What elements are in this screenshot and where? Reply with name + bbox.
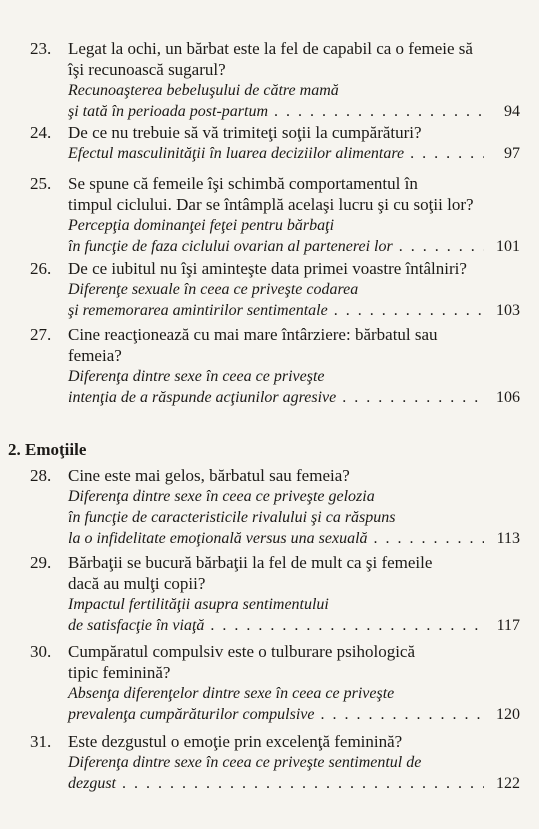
leader-dots [342,387,484,408]
entry-number: 25. [30,174,52,193]
entry-subtitle: prevalenţa cumpărăturilor compulsive [68,706,315,723]
entry-question: timpul ciclului. Dar se întâmplă acelaşi lucru şi cu soţii lor? [68,195,474,214]
toc-entry [30,122,520,164]
page-number: 94 [504,103,520,120]
page-number: 122 [496,775,520,792]
entry-subtitle: Recunoaşterea bebeluşului de către mamă [68,82,339,99]
entry-subtitle: Efectul masculinităţii în luarea deciziilor alimentare [68,145,405,162]
toc-entry [30,641,520,725]
leader-dots [334,300,484,321]
page-number: 117 [496,617,520,634]
toc-entry [30,38,520,122]
entry-subtitle: Absenţa diferenţelor dintre sexe în ceea ce priveşte [68,685,395,702]
page-number: 106 [496,389,520,406]
entry-subtitle: la o infidelitate emoţională versus una sexuală [68,530,368,547]
toc-entry [30,731,520,794]
entry-question: Legat la ochi, un bărbat este la fel de capabil ca o femeie să [68,39,473,58]
section-title: Emoţiile [25,440,87,459]
page-number: 97 [504,145,520,162]
entry-number: 30. [30,642,52,661]
entry-subtitle: în funcţie de faza ciclului ovarian al partenerei lor [68,238,393,255]
entry-number: 31. [30,732,52,751]
toc-entry [30,465,520,549]
entry-subtitle: Diferenţa dintre sexe în ceea ce priveşte [68,368,325,385]
leader-dots [374,528,484,549]
entry-subtitle: Diferenţa dintre sexe în ceea ce priveşte sentimentul de [68,754,422,771]
leader-dots [274,101,484,122]
entry-subtitle: de satisfacţie în viaţă [68,617,205,634]
entry-question: îşi recunoască sugarul? [68,60,226,79]
entry-question: Cine este mai gelos, bărbatul sau femeia? [68,466,350,485]
entry-subtitle: Impactul fertilităţii asupra sentimentului [68,596,329,613]
leader-dots [210,615,484,636]
page-number: 103 [496,302,520,319]
page-number: 101 [496,238,520,255]
entry-question: dacă au mulţi copii? [68,574,206,593]
entry-subtitle: Diferenţa dintre sexe în ceea ce priveşte gelozia [68,488,375,505]
entry-question: Cumpăratul compulsiv este o tulburare psihologică [68,642,416,661]
section-heading [8,439,86,460]
toc-entry [30,258,520,321]
leader-dots [122,773,484,794]
toc-entry [30,324,520,408]
entry-number: 23. [30,39,52,58]
entry-question: tipic feminină? [68,663,171,682]
entry-number: 28. [30,466,52,485]
leader-dots [399,236,484,257]
entry-question: Bărbaţii se bucură bărbaţii la fel de mult ca şi femeile [68,553,433,572]
leader-dots [320,704,484,725]
entry-subtitle: Diferenţe sexuale în ceea ce priveşte codarea [68,281,359,298]
entry-question: De ce nu trebuie să vă trimiteţi soţii la cumpărături? [68,123,422,142]
entry-subtitle: şi tată în perioada post-partum [68,103,269,120]
entry-question: Cine reacţionează cu mai mare întârziere: bărbatul sau [68,325,438,344]
entry-number: 24. [30,123,52,142]
entry-subtitle: Percepţia dominanţei feţei pentru bărbaţi [68,217,335,234]
toc-entry [30,552,520,636]
entry-number: 29. [30,553,52,572]
leader-dots [410,143,484,164]
entry-number: 26. [30,259,52,278]
page-number: 113 [496,530,520,547]
entry-subtitle: în funcţie de caracteristicile rivalului şi ca răspuns [68,509,396,526]
page-number: 120 [496,706,520,723]
section-number: 2. [8,440,21,459]
toc-entry [30,173,520,257]
entry-number: 27. [30,325,52,344]
entry-subtitle: intenţia de a răspunde acţiunilor agresive [68,389,337,406]
entry-question: femeia? [68,346,122,365]
entry-question: De ce iubitul nu îşi aminteşte data primei voastre întâlniri? [68,259,467,278]
entry-question: Se spune că femeile îşi schimbă comportamentul în [68,174,418,193]
entry-subtitle: şi rememorarea amintirilor sentimentale [68,302,328,319]
entry-question: Este dezgustul o emoţie prin excelenţă feminină? [68,732,403,751]
entry-subtitle: dezgust [68,775,116,792]
